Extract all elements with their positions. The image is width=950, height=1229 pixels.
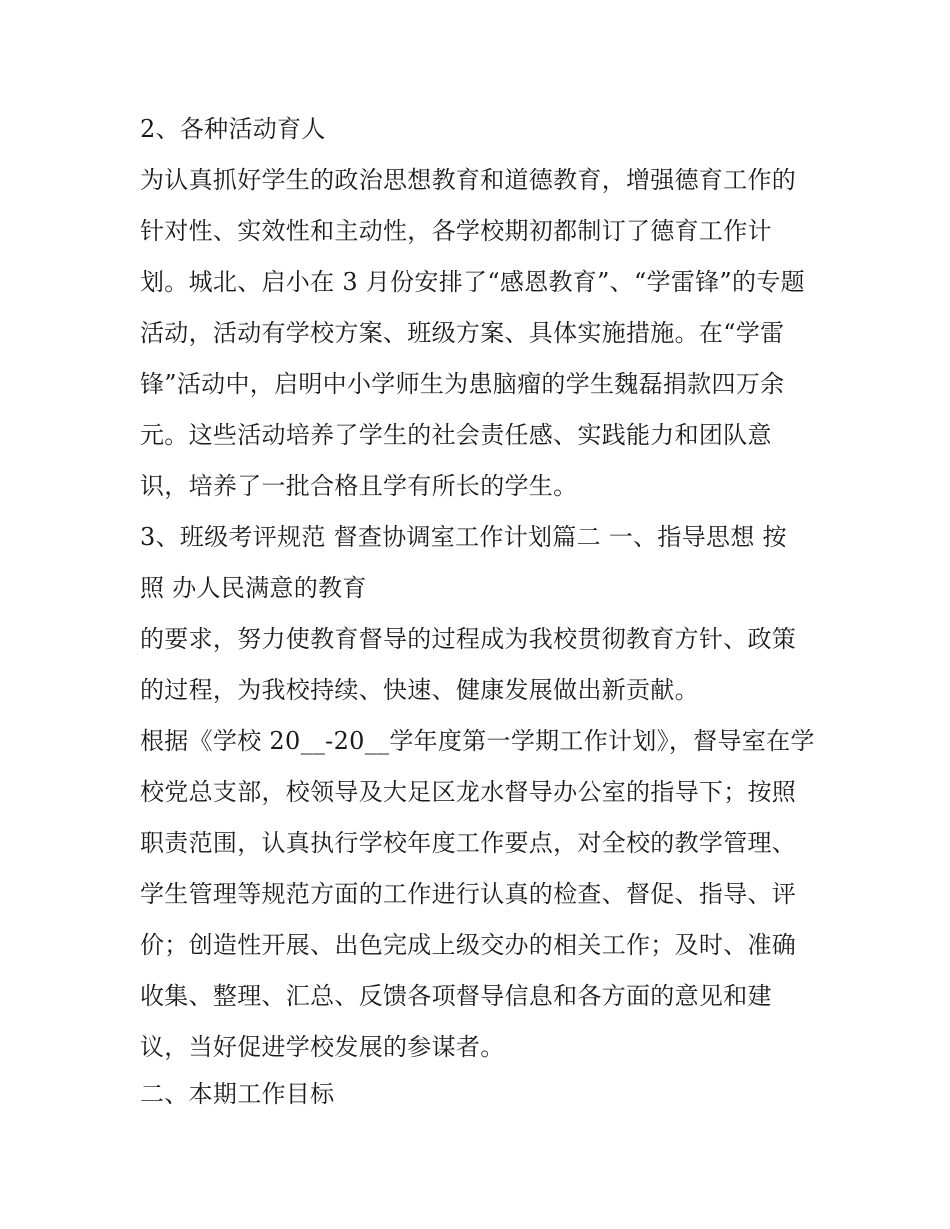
paragraph-line: 价；创造性开展、出色完成上级交办的相关工作；及时、准确: [140, 931, 797, 959]
paragraph-line: 议，当好促进学校发展的参谋者。: [140, 1033, 505, 1061]
paragraph-line: 划。城北、启小在 3 月份安排了“感恩教育”、“学雷锋”的专题: [140, 268, 805, 296]
paragraph-line: 根据《学校 20__-20__学年度第一学期工作计划》，督导室在学: [140, 727, 815, 755]
paragraph-line: 的要求，努力使教育督导的过程成为我校贯彻教育方针、政策: [140, 625, 797, 653]
section-heading-activities: 2、各种活动育人: [140, 115, 326, 143]
paragraph-line: 照 办人民满意的教育: [140, 574, 367, 602]
paragraph-line: 元。这些活动培养了学生的社会责任感、实践能力和团队意: [140, 421, 772, 449]
section-heading-goals: 二、本期工作目标: [140, 1080, 335, 1108]
paragraph-line: 校党总支部，校领导及大足区龙水督导办公室的指导下；按照: [140, 778, 797, 806]
paragraph-line: 的过程，为我校持续、快速、健康发展做出新贡献。: [140, 676, 699, 704]
paragraph-line: 职责范围，认真执行学校年度工作要点，对全校的教学管理、: [140, 829, 797, 857]
paragraph-line: 收集、整理、汇总、反馈各项督导信息和各方面的意见和建: [140, 982, 772, 1010]
paragraph-line: 为认真抓好学生的政治思想教育和道德教育，增强德育工作的: [140, 166, 797, 194]
paragraph-line: 活动，活动有学校方案、班级方案、具体实施措施。在“学雷: [140, 319, 785, 347]
paragraph-line: 学生管理等规范方面的工作进行认真的检查、督促、指导、评: [140, 880, 797, 908]
paragraph-line: 锋”活动中，启明中小学师生为患脑瘤的学生魏磊捐款四万余: [140, 370, 785, 398]
paragraph-line: 识，培养了一批合格且学有所长的学生。: [140, 472, 578, 500]
paragraph-line: 针对性、实效性和主动性，各学校期初都制订了德育工作计: [140, 217, 772, 245]
section-heading-class-evaluation: 3、班级考评规范 督查协调室工作计划篇二 一、指导思想 按: [140, 523, 787, 551]
